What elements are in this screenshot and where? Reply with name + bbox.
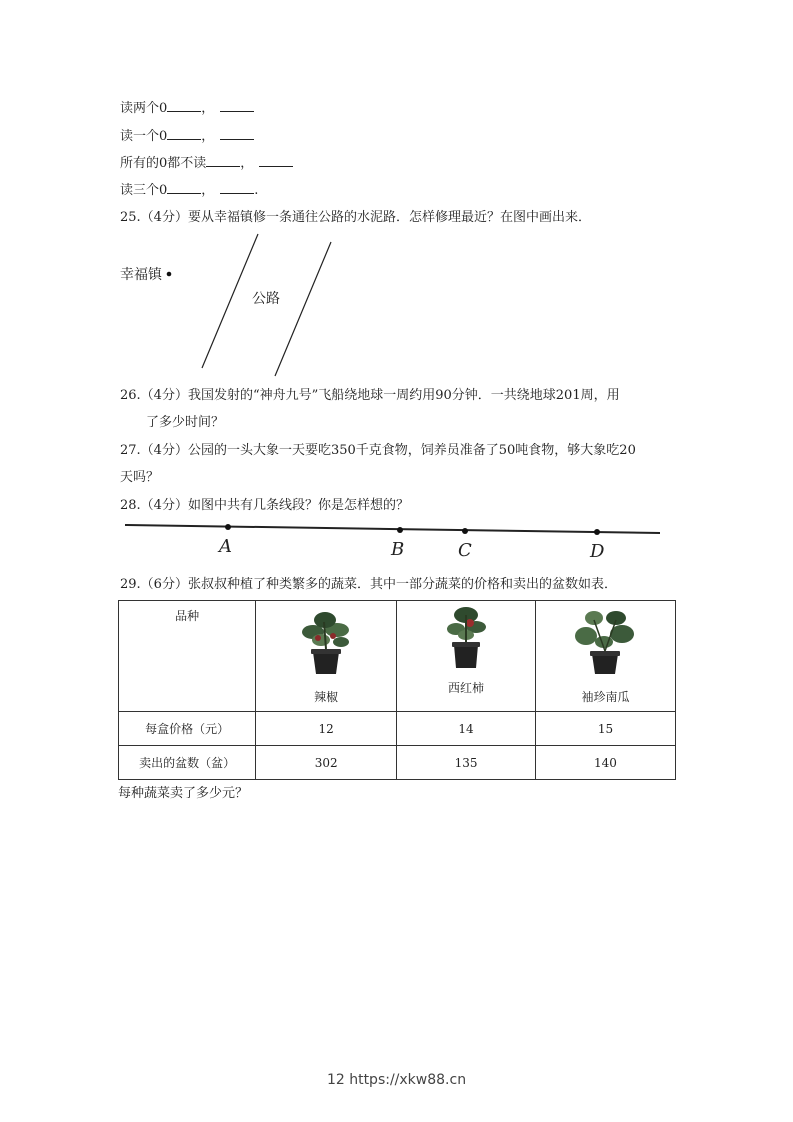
point-label-b: B: [391, 539, 405, 560]
answer-blank[interactable]: [167, 127, 201, 140]
variety-cell-tomato: [397, 601, 536, 712]
question-25: 25.（4分）要从幸福镇修一条通往公路的水泥路．怎样修理最近？在图中画出来．: [120, 210, 591, 225]
table-row-varieties: [119, 601, 676, 712]
row-label: 每盒价格（元）: [119, 712, 256, 746]
road-label: 公路: [252, 291, 280, 307]
table-cell: 135: [397, 746, 536, 780]
point-label-d: D: [590, 541, 605, 562]
question-26-line1: 26.（4分）我国发射的“神舟九号”飞船绕地球一周约用90分钟．一共绕地球201周，用: [120, 388, 620, 403]
variety-label: 辣椒: [314, 689, 339, 704]
answer-blank[interactable]: [220, 181, 254, 194]
variety-cell-pepper: [256, 601, 397, 712]
road-edge-left: [202, 234, 258, 368]
variety-label: 西红柿: [448, 681, 485, 695]
town-label: 幸福镇: [120, 267, 162, 283]
answer-blank[interactable]: [167, 181, 201, 194]
header-cell: 品种: [119, 601, 256, 712]
road-edge-right: [275, 242, 331, 376]
vegetable-table: [118, 600, 676, 780]
point-b: [397, 527, 403, 533]
table-cell: 12: [256, 712, 397, 746]
table-cell: 140: [535, 746, 675, 780]
answer-blank[interactable]: [206, 154, 240, 167]
question-26-line2: 了多少时间？: [146, 415, 225, 430]
question-29: 29.（6分）张叔叔种植了种类繁多的蔬菜．其中一部分蔬菜的价格和卖出的盆数如表．: [120, 577, 617, 592]
question-27-line1: 27.（4分）公园的一头大象一天要吃350千克食物，饲养员准备了50吨食物，够大象吃20: [120, 443, 636, 458]
pumpkin-plant-icon: [570, 608, 640, 676]
table-row-price: [119, 712, 676, 746]
answer-blank[interactable]: [220, 99, 254, 112]
read-option-two-zeros: 读两个0 ，: [120, 97, 254, 116]
table-cell: 14: [397, 712, 536, 746]
point-a: [225, 524, 231, 530]
read-option-one-zero: 读一个0 ，: [120, 125, 254, 144]
line-segment: [125, 525, 660, 533]
pepper-plant-icon: [291, 608, 361, 676]
table-cell: 302: [256, 746, 397, 780]
point-label-c: C: [458, 540, 472, 561]
question-27-line2: 天吗？: [120, 470, 160, 485]
tomato-plant-icon: [436, 605, 496, 669]
row-label: 卖出的盆数（盆）: [119, 746, 256, 780]
question-29-ask: 每种蔬菜卖了多少元？: [118, 786, 249, 801]
answer-blank[interactable]: [167, 99, 201, 112]
table-cell: 15: [535, 712, 675, 746]
read-option-three-zeros: 读三个0 ， .: [120, 183, 259, 198]
answer-blank[interactable]: [259, 154, 293, 167]
read-option-no-zero: 所有的0都不读 ，: [120, 152, 293, 171]
question-28: 28.（4分）如图中共有几条线段？你是怎样想的？: [120, 498, 409, 513]
table-row-sold: [119, 746, 676, 780]
variety-cell-pumpkin: [535, 601, 675, 712]
variety-label: 袖珍南瓜: [581, 689, 630, 704]
point-d: [594, 529, 600, 535]
page-footer: 12 https://xkw88.cn: [326, 1072, 467, 1088]
answer-blank[interactable]: [220, 127, 254, 140]
point-label-a: A: [219, 536, 232, 557]
town-dot: [165, 270, 173, 278]
point-c: [462, 528, 468, 534]
